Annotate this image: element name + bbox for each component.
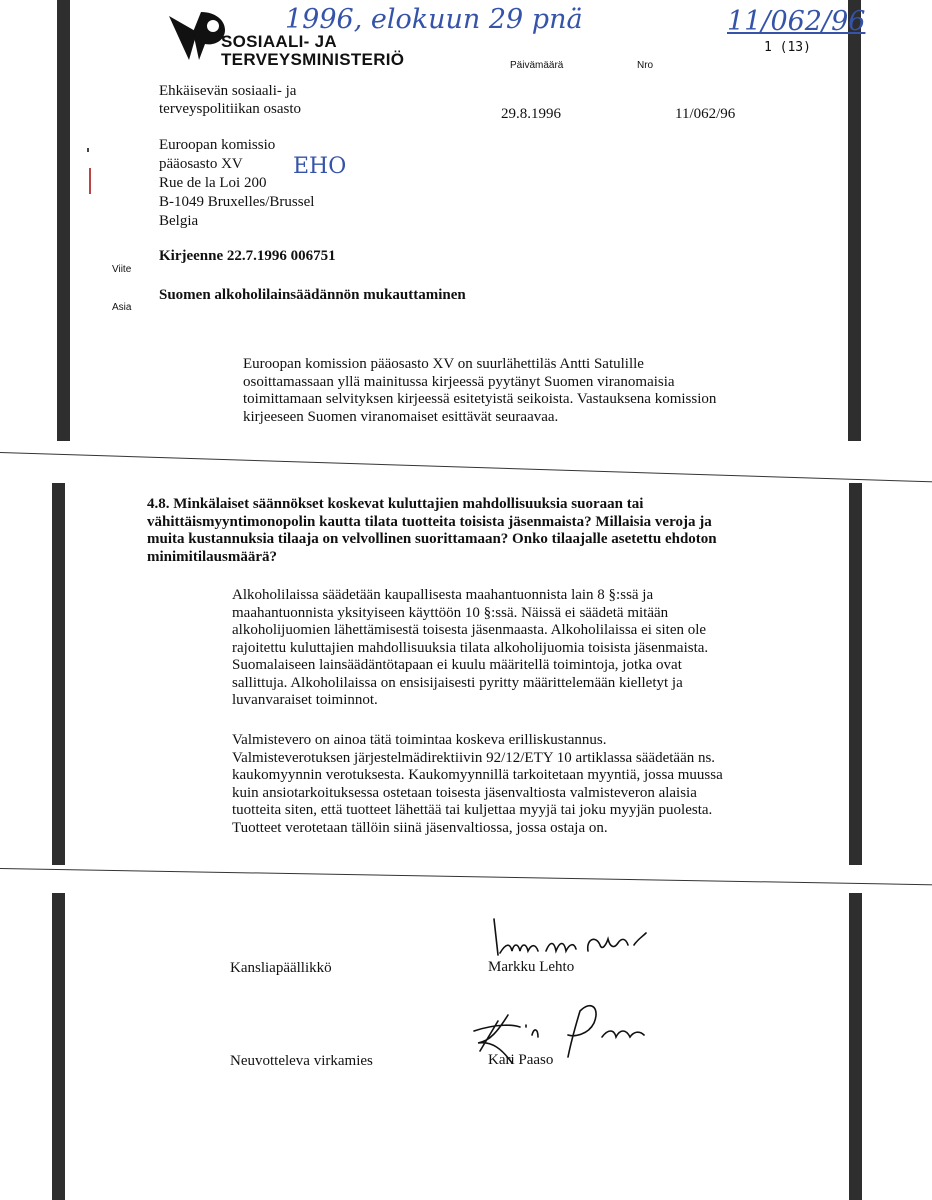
text-line: kirjeeseen Suomen viranomaiset esittävät seuraavaa. [243, 408, 559, 425]
fragment-separator [0, 868, 932, 885]
text-line: vähittäismyyntimonopolin kautta tilata tuotteita toisista jäsenmaista? Millaisia veroja ja [147, 513, 712, 530]
recipient-address [159, 136, 314, 231]
text-line: Tuotteet verotetaan tällöin siinä jäsenvaltiossa, jossa ostaja on. [232, 819, 608, 836]
signature-1-image [488, 915, 648, 961]
text-line: kuin ansiotarkoituksessa ostetaan toisesta jäsenvaltiosta valmisteveron alaisia [232, 784, 697, 801]
recipient-line: Euroopan komissio [159, 137, 276, 153]
scan-edge-right [848, 0, 861, 441]
subject-label: Asia [112, 302, 132, 313]
org-name-line1: SOSIAALI- JA [221, 32, 338, 51]
text-line: luvanvaraiset toiminnot. [232, 692, 378, 708]
text-line: Valmisteverotuksen järjestelmädirektiivin 92/12/ETY 10 artiklassa säädetään ns. [232, 749, 716, 766]
subject-text: Suomen alkoholilainsäädännön mukauttaminen [159, 287, 466, 303]
handwritten-reference: 11/062/96 [727, 6, 866, 37]
department-line2: terveyspolitiikan osasto [159, 101, 302, 117]
org-name-line2: TERVEYSMINISTERIÖ [221, 50, 405, 69]
signatory-1-name: Markku Lehto [488, 959, 575, 975]
handwritten-note: EHO [293, 154, 347, 179]
scan-mark [89, 168, 91, 194]
question-fragment [52, 483, 862, 865]
text-line: toimittamaan selvityksen kirjeessä esitetyistä seikoista. Vastauksena komission [243, 391, 717, 407]
answer-paragraph-1 [232, 587, 708, 710]
scan-mark [87, 148, 89, 152]
reference-text: Kirjeenne 22.7.1996 006751 [159, 248, 336, 264]
reference-label: Viite [112, 264, 132, 275]
question-heading [147, 496, 717, 566]
text-line: Euroopan komission pääosasto XV on suurlähettiläs Antti Satulille [243, 356, 644, 372]
handwritten-date: 1996, elokuun 29 pnä [285, 4, 583, 35]
text-line: Valmistevero on ainoa tätä toimintaa koskeva erilliskustannus. [232, 732, 607, 748]
text-line: tuotteita siten, että tuotteet lähettää tai kuljettaa myyjä tai joku myyjän puolesta. [232, 802, 713, 818]
ministry-logo-icon [167, 10, 229, 62]
text-line: muita kustannuksia tilaaja on velvollinen suorittamaan? Onko tilaajalle asetettu ehdoton [147, 531, 717, 547]
text-line: Suomalaiseen lainsäädäntötapaan ei kuulu määritellä toimintoja, jotka ovat [232, 657, 682, 673]
number-label: Nro [637, 60, 654, 71]
signatory-2-title: Neuvotteleva virkamies [230, 1053, 373, 1069]
signature-fragment [52, 893, 862, 1200]
text-line: rajoitettu kuluttajien mahdollisuuksia tilata alkoholijuomia toisista jäsenmaista. [232, 639, 709, 656]
letter-number: 11/062/96 [675, 106, 736, 122]
recipient-line: Rue de la Loi 200 [159, 175, 267, 191]
signatory-1-title: Kansliapäällikkö [230, 960, 332, 976]
text-line: Alkoholilaissa säädetään kaupallisesta maahantuonnista lain 8 §:ssä ja [232, 587, 654, 603]
scan-edge-right [849, 893, 862, 1200]
intro-paragraph [243, 356, 716, 426]
letter-date: 29.8.1996 [501, 106, 561, 122]
recipient-line: Belgia [159, 213, 199, 229]
department-line1: Ehkäisevän sosiaali- ja [159, 83, 297, 99]
fragment-separator [0, 452, 932, 482]
text-line: sallittuja. Alkoholilaissa on ensisijaisesti pyritty määrittelemään kielletyt ja [232, 674, 683, 691]
text-line: alkoholijuomien lähettämisestä toisesta jäsenmaasta. Alkoholilaissa ei siten ole [232, 622, 707, 638]
recipient-line: B-1049 Bruxelles/Brussel [159, 194, 315, 210]
page-number: 1 (13) [764, 40, 811, 55]
date-label: Päivämäärä [510, 60, 564, 71]
scan-edge-left [57, 0, 70, 441]
signature-2-image [468, 991, 648, 1071]
answer-paragraph-2 [232, 732, 723, 837]
text-line: osoittamassaan yllä mainitussa kirjeessä pyytänyt Suomen viranomaisia [243, 373, 675, 390]
scan-edge-left [52, 893, 65, 1200]
recipient-line: pääosasto XV [159, 156, 243, 172]
text-line: maahantuonnista yksityiseen käyttöön 10 §:ssä. Näissä ei säädetä mitään [232, 604, 669, 621]
text-line: minimitilausmäärä? [147, 548, 277, 565]
letter-header-fragment [57, 0, 866, 441]
scan-edge-right [849, 483, 862, 865]
text-line: 4.8. Minkälaiset säännökset koskevat kuluttajien mahdollisuuksia suoraan tai [147, 496, 644, 512]
text-line: kaukomyynnin verotuksesta. Kaukomyynnillä tarkoitetaan myyntiä, jossa muussa [232, 767, 723, 783]
scan-edge-left [52, 483, 65, 865]
signatory-2-name: Kari Paaso [488, 1052, 554, 1068]
